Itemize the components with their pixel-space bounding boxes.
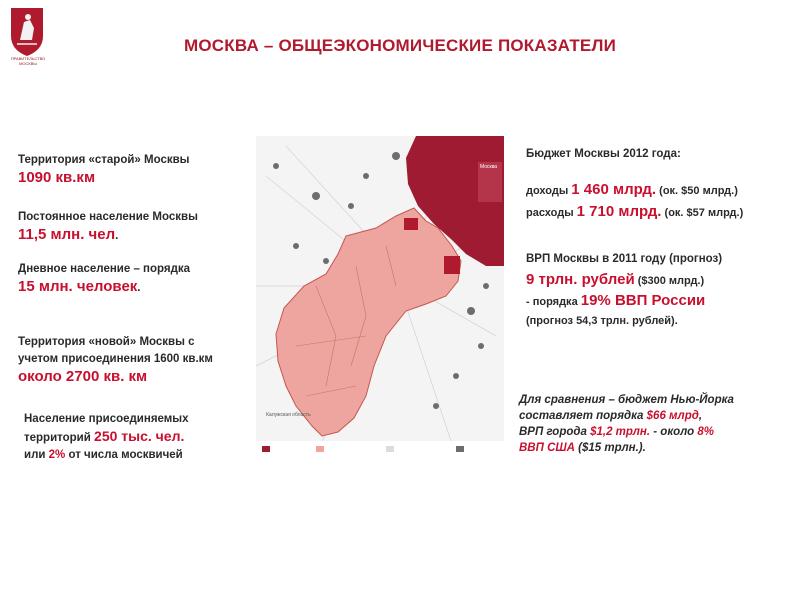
income-usd: (ок. $50 млрд.): [659, 185, 738, 197]
expense-usd: (ок. $57 млрд.): [664, 207, 744, 219]
old-territory-block: [18, 152, 190, 186]
budget-title: Бюджет Москвы 2012 года:: [526, 148, 681, 160]
legend-swatch-region: [386, 446, 394, 452]
annexed-or: или: [24, 449, 46, 461]
grp-value-line: [526, 271, 704, 288]
ny-line2-prefix: составляет порядка: [519, 410, 644, 422]
annexed-value: 250 тыс. чел.: [94, 428, 185, 444]
income-label: доходы: [526, 185, 569, 197]
moscow-territory-map: [256, 136, 504, 476]
ny-line3-prefix: ВРП города: [519, 426, 587, 438]
grp-share-line: [526, 292, 705, 309]
day-population-dot: .: [137, 282, 141, 294]
annexed-pct: 2%: [48, 449, 66, 461]
grp-share-value: 19% ВВП России: [580, 292, 706, 309]
annexed-prefix: территорий: [24, 432, 91, 444]
new-territory-line1: Территория «новой» Москвы с: [18, 336, 195, 348]
grp-usd: ($300 млрд.): [637, 275, 705, 287]
grp-value: 9 трлн. рублей: [526, 271, 635, 288]
annexed-suffix: от числа москвичей: [68, 449, 183, 461]
ny-line4-value: ВВП США: [519, 442, 575, 454]
grp-forecast: (прогноз 54,3 трлн. рублей).: [526, 315, 678, 327]
new-territory-line2: учетом присоединения 1600 кв.км: [18, 353, 213, 365]
population-block: [18, 209, 198, 245]
annexed-population-block: [24, 411, 189, 464]
expense-line: [526, 203, 743, 220]
page-title: МОСКВА – ОБЩЕЭКОНОМИЧЕСКИЕ ПОКАЗАТЕЛИ: [184, 36, 616, 55]
ny-line3-mid: - около: [653, 426, 695, 438]
old-territory-value: 1090 кв.км: [18, 169, 96, 186]
new-territory-block: [18, 334, 213, 385]
day-population-value: 15 млн. человек: [18, 278, 138, 295]
new-york-comparison: [519, 392, 734, 456]
population-value: 11,5 млн. чел: [18, 226, 116, 243]
income-value: 1 460 млрд.: [571, 181, 657, 198]
expense-label: расходы: [526, 207, 574, 219]
ny-line3-pct: 8%: [697, 426, 715, 438]
ny-line2-value: $66 млрд: [646, 410, 699, 422]
grp-title: ВРП Москвы в 2011 году (прогноз): [526, 253, 723, 265]
new-territory-value: около 2700 кв. км: [18, 368, 148, 385]
map-legend: [256, 441, 504, 476]
day-population-label: Дневное население – порядка: [18, 263, 191, 275]
ny-line3-value: $1,2 трлн.: [590, 426, 651, 438]
expense-value: 1 710 млрд.: [576, 203, 662, 220]
legend-swatch-old: [262, 446, 270, 452]
ny-line2-suffix: ,: [698, 410, 703, 422]
old-territory-label: Территория «старой» Москвы: [18, 154, 190, 166]
logo-caption: ПРАВИТЕЛЬСТВО МОСКВЫ: [10, 56, 46, 66]
ny-line1: Для сравнения – бюджет Нью-Йорка: [519, 394, 734, 406]
population-label: Постоянное население Москвы: [18, 211, 198, 223]
legend-swatch-settlements: [456, 446, 464, 452]
grp-share-prefix: - порядка: [526, 296, 578, 308]
income-line: [526, 181, 738, 198]
moscow-label: Москва: [480, 164, 498, 170]
annexed-line1: Население присоединяемых: [24, 413, 189, 425]
kaluga-region-label: Калужская область: [266, 412, 311, 418]
legend-swatch-new: [316, 446, 324, 452]
ny-line4-suffix: ($15 трлн.).: [578, 442, 646, 454]
day-population-block: [18, 261, 190, 297]
population-dot: .: [115, 230, 119, 242]
